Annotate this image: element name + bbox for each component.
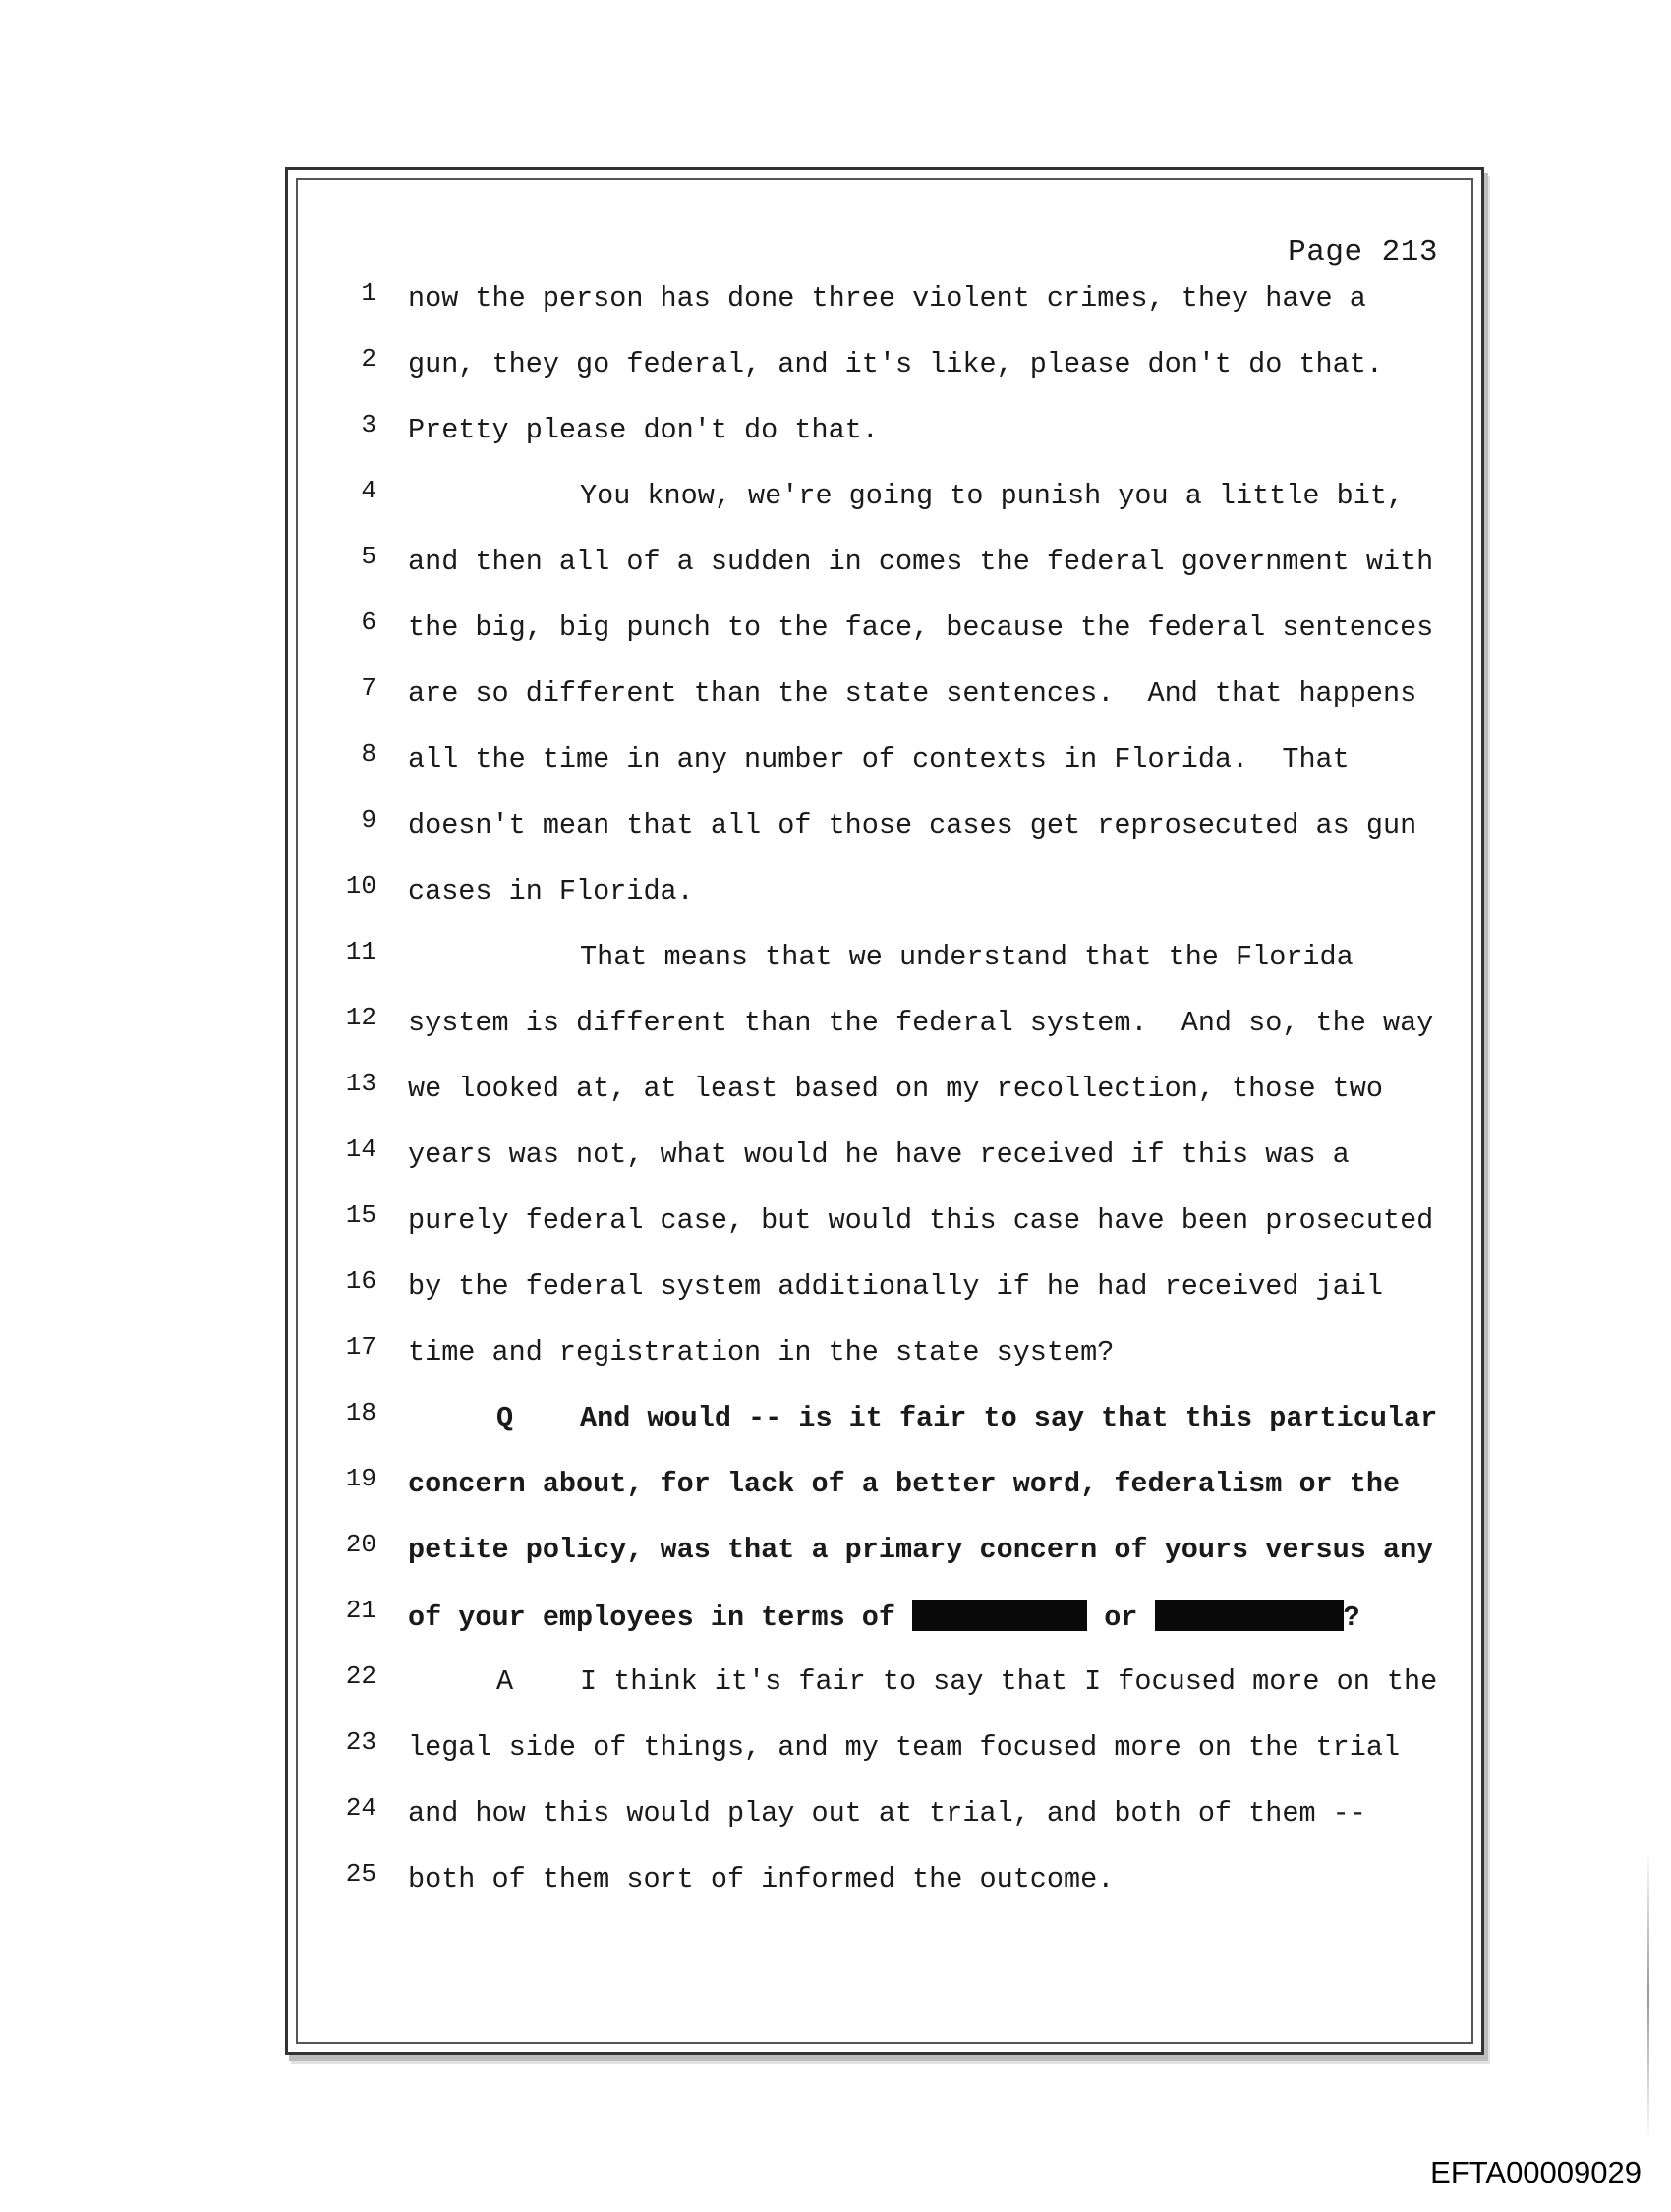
transcript-line — [298, 278, 1471, 337]
line-number: 18 — [345, 1398, 376, 1427]
line-text: years was not, what would he have received if this was a — [408, 1138, 1350, 1171]
transcript-line — [298, 1266, 1471, 1325]
transcript-line — [298, 476, 1471, 535]
page-number: Page 213 — [1288, 235, 1438, 269]
line-text: Pretty please don't do that. — [408, 414, 879, 446]
redaction-block — [912, 1600, 1087, 1631]
line-text: That means that we understand that the Florida — [580, 941, 1354, 973]
line-number: 25 — [345, 1859, 376, 1889]
transcript-line — [298, 1332, 1471, 1391]
line-number: 1 — [361, 278, 376, 308]
line-number: 9 — [361, 805, 376, 835]
page-inner-border — [296, 178, 1473, 2044]
line-text-part: of your employees in terms of — [408, 1601, 913, 1634]
line-number: 21 — [345, 1596, 376, 1625]
line-text: now the person has done three violent crimes, they have a — [408, 282, 1366, 315]
line-text: legal side of things, and my team focused more on the trial — [408, 1731, 1401, 1764]
line-number: 4 — [361, 476, 376, 505]
transcript-line — [298, 410, 1471, 469]
transcript-line — [298, 1661, 1471, 1720]
scan-artifact — [1647, 1848, 1649, 2143]
transcript-page — [285, 167, 1484, 2055]
line-text: are so different than the state sentences. And that happens — [408, 677, 1417, 710]
line-text: gun, they go federal, and it's like, please don't do that. — [408, 348, 1383, 380]
line-text-redacted — [408, 1600, 1360, 1634]
transcript-line — [298, 1727, 1471, 1786]
line-text: concern about, for lack of a better word, federalism or the — [408, 1468, 1401, 1500]
line-number: 7 — [361, 673, 376, 703]
speaker-label: A — [496, 1665, 514, 1698]
line-number: 16 — [345, 1266, 376, 1296]
line-number: 15 — [345, 1200, 376, 1230]
line-number: 12 — [345, 1003, 376, 1032]
transcript-line — [298, 1464, 1471, 1523]
line-number: 2 — [361, 344, 376, 374]
transcript-line — [298, 1596, 1471, 1655]
line-text: purely federal case, but would this case have been prosecuted — [408, 1204, 1434, 1237]
line-number: 8 — [361, 739, 376, 769]
line-text: petite policy, was that a primary concern of yours versus any — [408, 1534, 1434, 1566]
line-text: And would -- is it fair to say that this particular — [580, 1402, 1438, 1434]
line-text-part: or — [1087, 1601, 1155, 1634]
document-id: EFTA00009029 — [1430, 2155, 1642, 2189]
line-number: 13 — [345, 1069, 376, 1098]
line-number: 22 — [345, 1661, 376, 1691]
line-number: 24 — [345, 1793, 376, 1823]
line-text: all the time in any number of contexts in Florida. That — [408, 743, 1350, 776]
line-number: 14 — [345, 1135, 376, 1164]
transcript-line — [298, 344, 1471, 403]
line-number: 10 — [345, 871, 376, 901]
transcript-line — [298, 1398, 1471, 1457]
transcript-line — [298, 937, 1471, 996]
line-text-part: ? — [1343, 1601, 1360, 1634]
line-text: we looked at, at least based on my recollection, those two — [408, 1073, 1383, 1105]
line-text: both of them sort of informed the outcome. — [408, 1863, 1115, 1895]
transcript-line — [298, 739, 1471, 798]
line-number: 3 — [361, 410, 376, 439]
transcript-line — [298, 1200, 1471, 1259]
transcript-line — [298, 673, 1471, 732]
line-text: system is different than the federal system. And so, the way — [408, 1007, 1434, 1039]
transcript-line — [298, 1859, 1471, 1918]
redaction-block — [1155, 1600, 1344, 1631]
line-text: You know, we're going to punish you a little bit, — [580, 480, 1405, 512]
transcript-line — [298, 1530, 1471, 1589]
transcript-line — [298, 542, 1471, 601]
transcript-line — [298, 1003, 1471, 1062]
line-number: 19 — [345, 1464, 376, 1493]
line-text: cases in Florida. — [408, 875, 694, 907]
speaker-label: Q — [496, 1402, 514, 1434]
line-text: I think it's fair to say that I focused more on the — [580, 1665, 1438, 1698]
line-text: by the federal system additionally if he had received jail — [408, 1270, 1383, 1303]
line-number: 11 — [345, 937, 376, 966]
transcript-line — [298, 608, 1471, 667]
line-number: 20 — [345, 1530, 376, 1559]
transcript-line — [298, 805, 1471, 864]
line-number: 17 — [345, 1332, 376, 1362]
line-text: and how this would play out at trial, and both of them -- — [408, 1797, 1366, 1830]
line-number: 5 — [361, 542, 376, 571]
line-text: doesn't mean that all of those cases get reprosecuted as gun — [408, 809, 1417, 842]
line-text: and then all of a sudden in comes the federal government with — [408, 546, 1434, 578]
line-number: 23 — [345, 1727, 376, 1757]
line-number: 6 — [361, 608, 376, 637]
transcript-line — [298, 1793, 1471, 1852]
transcript-line — [298, 1069, 1471, 1128]
line-text: time and registration in the state system? — [408, 1336, 1115, 1368]
transcript-line — [298, 871, 1471, 930]
line-text: the big, big punch to the face, because the federal sentences — [408, 611, 1434, 644]
transcript-line — [298, 1135, 1471, 1193]
